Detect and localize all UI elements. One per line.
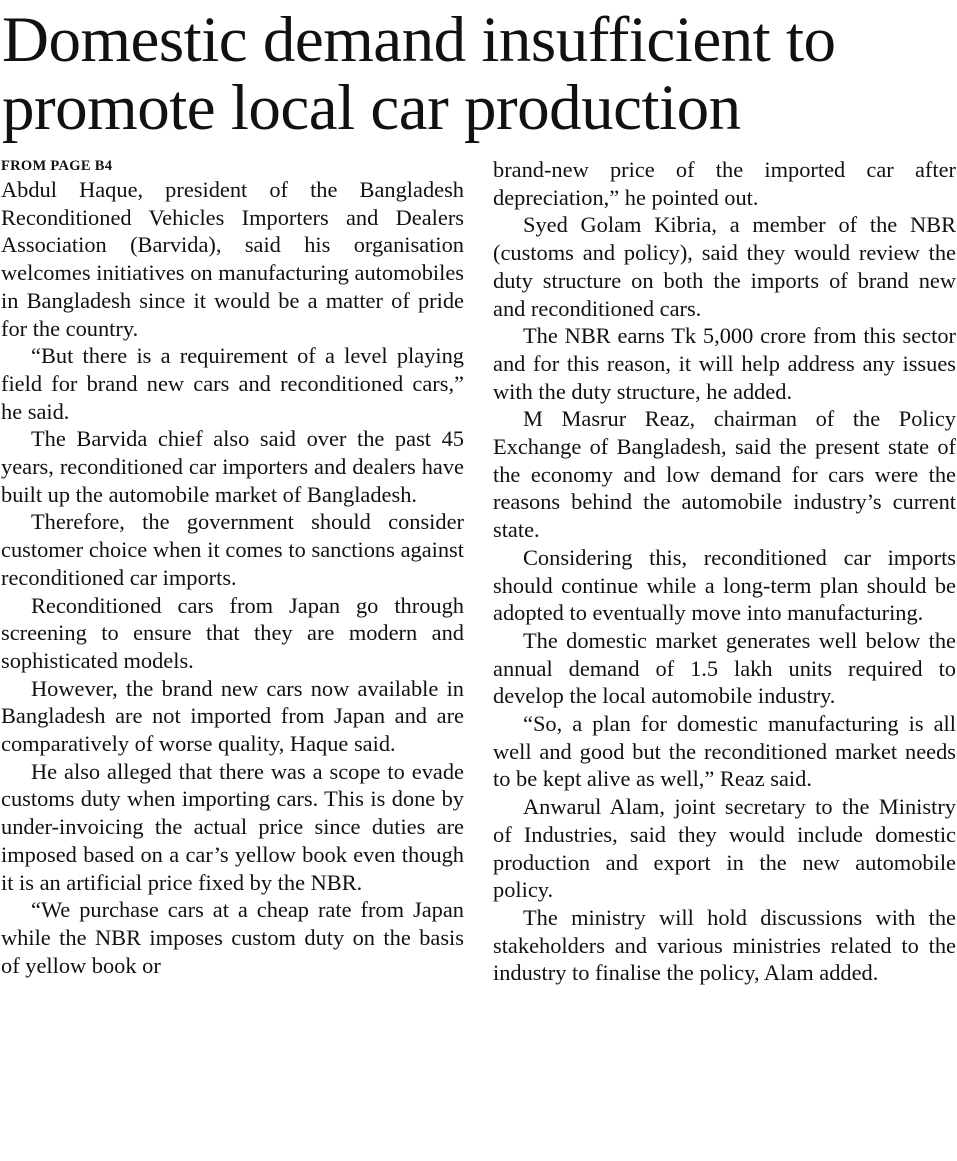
paragraph: “So, a plan for domestic manufacturing is all well and good but the reconditioned market needs to be kept alive as well,” Reaz said. [493,711,956,792]
paragraph: brand-new price of the imported car after depreciation,” he pointed out. [493,157,956,210]
headline: Domestic demand insufficient to promote local car production [2,4,836,144]
article-column-right [493,156,956,987]
paragraph: “We purchase cars at a cheap rate from Japan while the NBR imposes custom duty on the basis of yellow book or [1,897,464,978]
continuation-kicker: FROM PAGE B4 [1,158,113,174]
paragraph: The ministry will hold discussions with the stakeholders and various ministries related to the industry to finalise the policy, Alam added. [493,904,956,986]
paragraph: Reconditioned cars from Japan go through screening to ensure that they are modern and sophisticated models. [1,592,464,673]
paragraph: The Barvida chief also said over the past 45 years, reconditioned car importers and dealers have built up the automobile market of Bangladesh. [1,426,464,507]
paragraph: Considering this, reconditioned car imports should continue while a long-term plan should be adopted to eventually move into manufacturing. [493,544,956,626]
paragraph: The NBR earns Tk 5,000 crore from this sector and for this reason, it will help address any issues with the duty structure, he added. [493,323,956,404]
article-column-left [1,156,464,979]
paragraph: “But there is a requirement of a level playing field for brand new cars and reconditioned cars,” he said. [1,343,464,424]
paragraph: Abdul Haque, president of the Bangladesh Reconditioned Vehicles Importers and Dealers Association (Barvida), said his organisation welcomes initiatives on manufacturing automobiles in Bangladesh since it would be a matter of pride for the country. [1,177,464,341]
paragraph: However, the brand new cars now available in Bangladesh are not imported from Japan and are comparatively of worse quality, Haque said. [1,675,464,757]
paragraph: Syed Golam Kibria, a member of the NBR (customs and policy), said they would review the duty structure on both the imports of brand new and reconditioned cars. [493,212,956,321]
paragraph: The domestic market generates well below the annual demand of 1.5 lakh units required to develop the local automobile industry. [493,627,956,709]
paragraph: Therefore, the government should consider customer choice when it comes to sanctions against reconditioned car imports. [1,509,464,590]
paragraph: M Masrur Reaz, chairman of the Policy Exchange of Bangladesh, said the present state of the economy and low demand for cars were the reasons behind the automobile industry’s current state. [493,406,956,543]
paragraph: He also alleged that there was a scope to evade customs duty when importing cars. This is done by under-invoicing the actual price since duties are imposed based on a car’s yellow book even though it is an artificial price fixed by the NBR. [1,758,464,895]
paragraph: Anwarul Alam, joint secretary to the Ministry of Industries, said they would include domestic production and export in the new automobile policy. [493,794,956,903]
